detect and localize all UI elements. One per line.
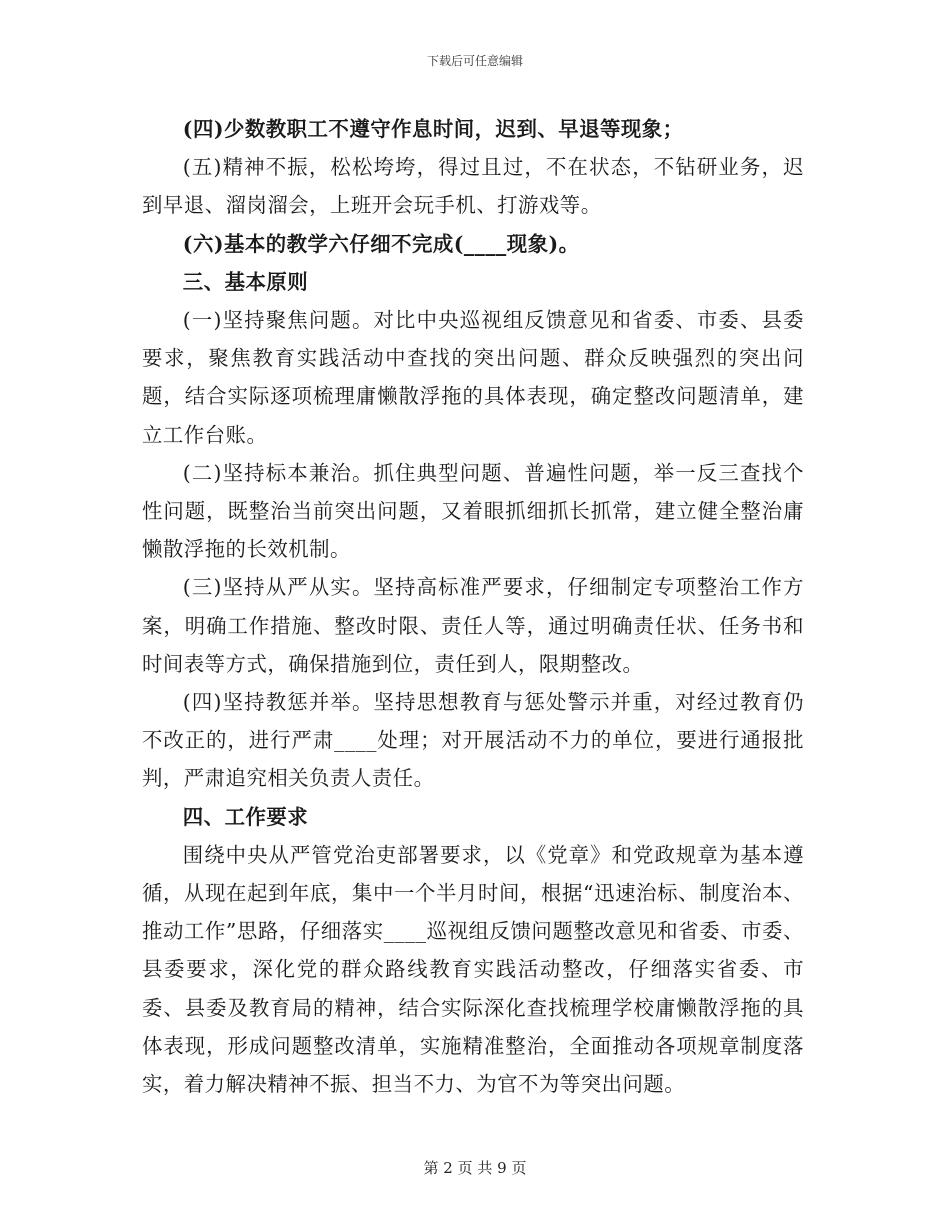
paragraph-principle-2: (二)坚持标本兼治。抓住典型问题、普遍性问题，举一反三查找个性问题，既整治当前突出问题，又着眼抓细抓长抓常，建立健全整治庸懒散浮拖的长效机制。 — [142, 460, 804, 562]
paragraph-principle-1: (一)坚持聚焦问题。对比中央巡视组反馈意见和省委、市委、县委要求，聚焦教育实践活动中查找的突出问题、群众反映强烈的突出问题，结合实际逐项梳理庸懒散浮拖的具体表现，确定整改问题清单，建立工作台账。 — [142, 308, 804, 447]
page-header-note: 下载后可任意编辑 — [426, 54, 523, 68]
paragraph-item-6-teaching: (六)基本的教学六仔细不完成(____现象)。 — [182, 231, 580, 256]
document-body — [142, 110, 804, 1103]
page-number: 第 2 页 共 9 页 — [423, 1159, 527, 1177]
paragraph-item-4-lateness: (四)少数教职工不遵守作息时间，迟到、早退等现象； — [182, 117, 684, 141]
paragraph-requirements: 围绕中央从严管党治吏部署要求，以《党章》和党政规章为基本遵循，从现在起到年底，集中一个半月时间，根据“迅速治标、制度治本、推动工作”思路，仔细落实____巡视组反馈问题整改意见和省委、市委、县委要求，深化党的群众路线教育实践活动整改，仔细落实省委、市委、县委及教育局的精神，结合实际深化查找梳理学校庸懒散浮拖的具体表现，形成问题整改清单，实施精准整治，全面推动各项规章制度落实，着力解决精神不振、担当不力、为官不为等突出问题。 — [142, 842, 804, 1097]
section-heading-principles: 三、基本原则 — [182, 269, 309, 294]
paragraph-principle-4: (四)坚持教惩并举。坚持思想教育与惩处警示并重，对经过教育仍不改正的，进行严肃____处理；对开展活动不力的单位，要进行通报批判，严肃追究相关负责人责任。 — [142, 690, 804, 791]
paragraph-item-5-low-spirit: (五)精神不振，松松垮垮，得过且过，不在状态，不钻研业务，迟到早退、溜岗溜会，上班开会玩手机、打游戏等。 — [142, 155, 804, 218]
paragraph-principle-3: (三)坚持从严从实。坚持高标准严要求，仔细制定专项整治工作方案，明确工作措施、整改时限、责任人等，通过明确责任状、任务书和时间表等方式，确保措施到位，责任到人，限期整改。 — [142, 575, 804, 676]
section-heading-requirements: 四、工作要求 — [182, 804, 309, 829]
